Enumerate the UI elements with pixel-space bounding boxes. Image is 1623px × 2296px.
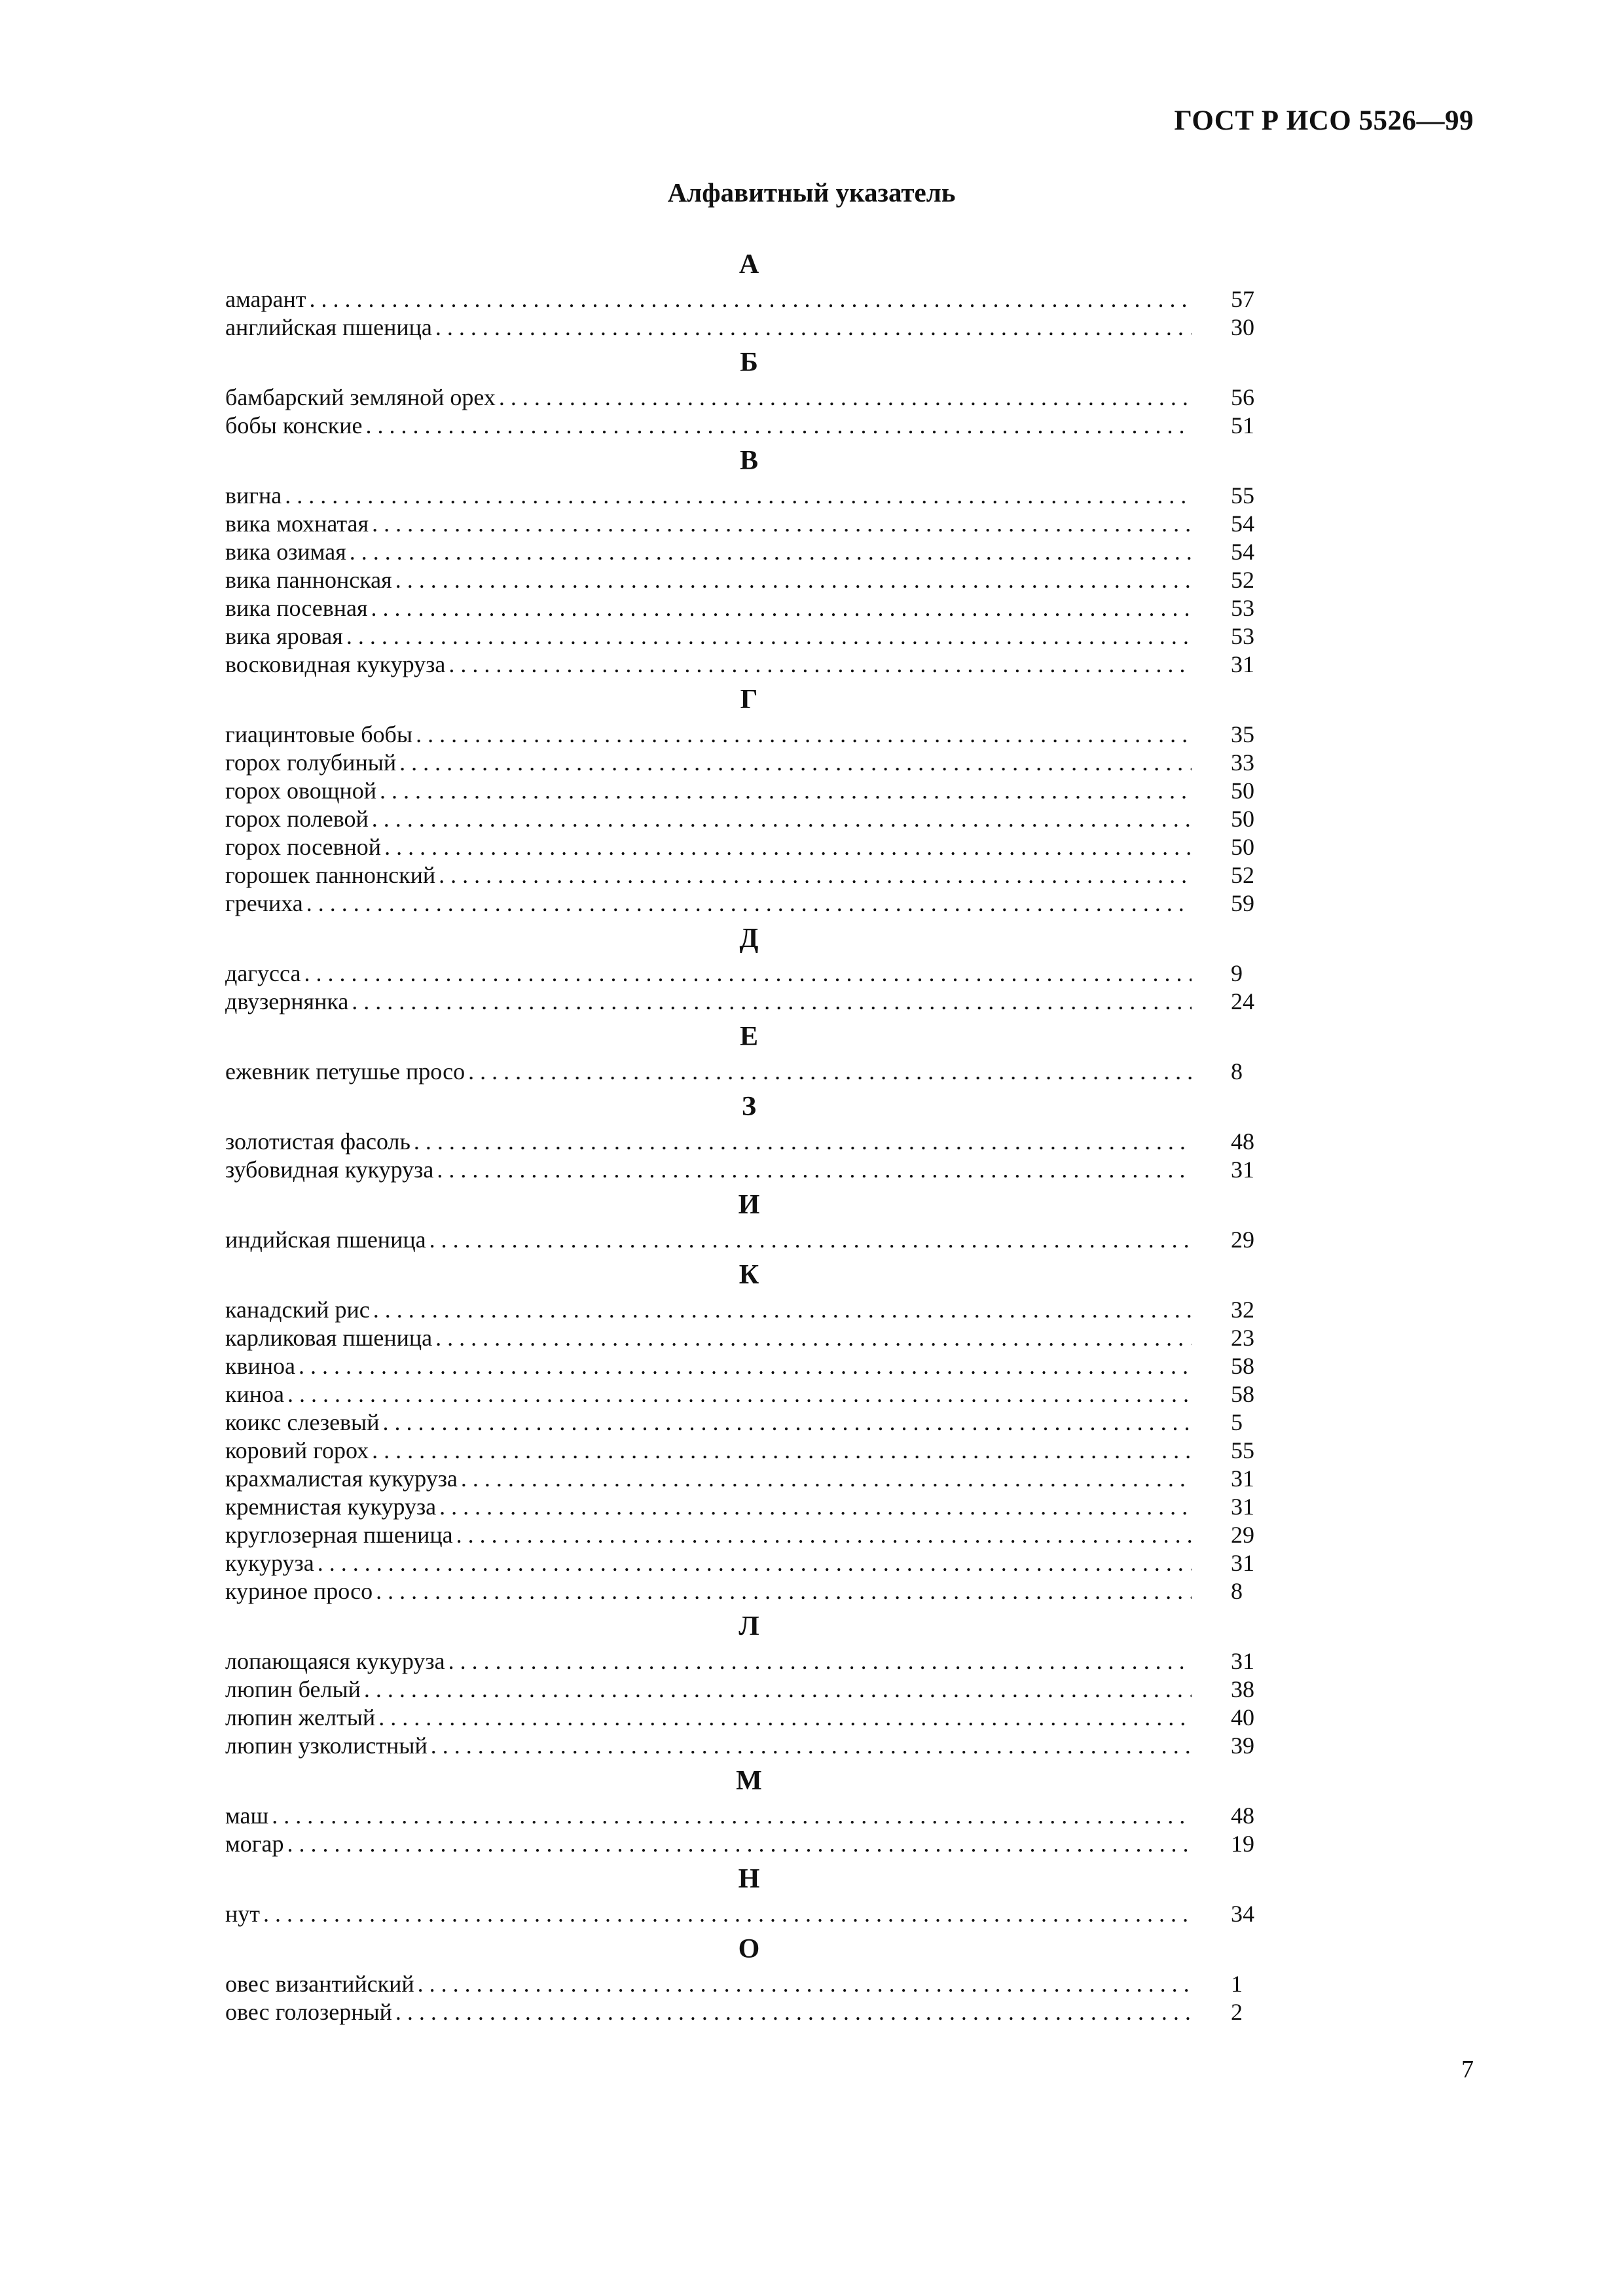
dot-leader <box>496 384 1192 412</box>
entry-page-ref: 29 <box>1231 1227 1254 1253</box>
entry-term: гиацинтовые бобы <box>225 721 413 747</box>
entry-term: вика яровая <box>225 623 343 649</box>
entry-page-ref: 55 <box>1231 1437 1254 1463</box>
dot-leader <box>284 1830 1192 1858</box>
section-letter: М <box>736 1766 762 1796</box>
entry-page-ref: 2 <box>1231 1999 1243 2025</box>
index-entry <box>225 1493 1266 1521</box>
index-title: Алфавитный указатель <box>667 177 956 207</box>
dot-leader <box>361 1676 1192 1704</box>
index-entry <box>225 538 1266 566</box>
index-entry <box>225 314 1266 342</box>
dot-leader <box>370 1296 1192 1324</box>
index-entry <box>225 1521 1266 1549</box>
entry-page-ref: 58 <box>1231 1353 1254 1379</box>
dot-leader <box>433 1156 1192 1184</box>
index-entry <box>225 594 1266 622</box>
entry-page-ref: 33 <box>1231 749 1254 776</box>
entry-term: бамбарский земляной орех <box>225 384 496 410</box>
dot-leader <box>282 482 1192 510</box>
entry-term: вика озимая <box>225 539 346 565</box>
index-entry <box>225 1408 1266 1437</box>
index-entry <box>225 1058 1266 1086</box>
index-entry <box>225 1998 1266 2026</box>
entry-page-ref: 30 <box>1231 314 1254 340</box>
index-entry <box>225 805 1266 833</box>
entry-term: квиноа <box>225 1353 295 1379</box>
dot-leader <box>412 721 1192 749</box>
entry-term: куриное просо <box>225 1578 373 1604</box>
entry-term: маш <box>225 1803 269 1829</box>
index-entry <box>225 651 1266 679</box>
entry-term: вика паннонская <box>225 567 392 593</box>
entry-page-ref: 58 <box>1231 1381 1254 1407</box>
entry-term: коровий горох <box>225 1437 369 1463</box>
entry-page-ref: 38 <box>1231 1676 1254 1702</box>
entry-term: зубовидная кукуруза <box>225 1157 434 1183</box>
entry-page-ref: 52 <box>1231 567 1254 593</box>
index-entry <box>225 1226 1266 1254</box>
entry-term: люпин узколистный <box>225 1732 428 1759</box>
entry-term: амарант <box>225 286 306 312</box>
entry-page-ref: 59 <box>1231 890 1254 916</box>
index-entry <box>225 749 1266 777</box>
dot-leader <box>314 1549 1192 1577</box>
dot-leader <box>453 1521 1192 1549</box>
entry-term: горох голубиный <box>225 749 397 776</box>
entry-page-ref: 23 <box>1231 1325 1254 1351</box>
entry-page-ref: 31 <box>1231 1550 1254 1576</box>
entry-page-ref: 51 <box>1231 412 1254 439</box>
dot-leader <box>432 314 1192 342</box>
entry-term: люпин желтый <box>225 1704 376 1731</box>
entry-page-ref: 52 <box>1231 862 1254 888</box>
entry-term: вика посевная <box>225 595 368 621</box>
page-number: 7 <box>1461 2056 1474 2083</box>
entry-page-ref: 50 <box>1231 778 1254 804</box>
entry-page-ref: 8 <box>1231 1578 1243 1604</box>
entry-page-ref: 24 <box>1231 988 1254 1014</box>
section-letter: Г <box>740 685 758 715</box>
entry-page-ref: 29 <box>1231 1522 1254 1548</box>
alphabetical-index <box>225 243 1266 2026</box>
entry-page-ref: 53 <box>1231 623 1254 649</box>
dot-leader <box>435 861 1192 889</box>
entry-page-ref: 19 <box>1231 1831 1254 1857</box>
dot-leader <box>410 1128 1192 1156</box>
entry-page-ref: 39 <box>1231 1732 1254 1759</box>
dot-leader <box>346 538 1192 566</box>
dot-leader <box>369 510 1192 538</box>
index-entry <box>225 1802 1266 1830</box>
entry-term: горошек паннонский <box>225 862 436 888</box>
index-section <box>225 243 1266 342</box>
index-entry <box>225 1156 1266 1184</box>
entry-term: канадский рис <box>225 1297 370 1323</box>
entry-term: могар <box>225 1831 284 1857</box>
index-entry <box>225 960 1266 988</box>
entry-page-ref: 31 <box>1231 1157 1254 1183</box>
index-entry <box>225 721 1266 749</box>
dot-leader <box>268 1802 1192 1830</box>
section-letter: Д <box>739 924 759 954</box>
index-entry <box>225 988 1266 1016</box>
index-section <box>225 918 1266 1016</box>
dot-leader <box>362 412 1192 440</box>
index-section <box>225 1858 1266 1928</box>
index-entry <box>225 1900 1266 1928</box>
index-section <box>225 679 1266 918</box>
entry-term: бобы конские <box>225 412 363 439</box>
entry-term: золотистая фасоль <box>225 1128 410 1155</box>
index-entry <box>225 510 1266 538</box>
entry-term: индийская пшеница <box>225 1227 426 1253</box>
index-entry <box>225 1970 1266 1998</box>
entry-term: гречиха <box>225 890 303 916</box>
index-entry <box>225 482 1266 510</box>
dot-leader <box>414 1970 1192 1998</box>
section-letter: К <box>739 1260 759 1290</box>
dot-leader <box>369 1437 1192 1465</box>
entry-term: круглозерная пшеница <box>225 1522 453 1548</box>
index-entry <box>225 1437 1266 1465</box>
index-entry <box>225 1465 1266 1493</box>
dot-leader <box>301 960 1192 988</box>
section-letter: В <box>739 446 758 476</box>
index-entry <box>225 833 1266 861</box>
index-section <box>225 1086 1266 1184</box>
entry-page-ref: 5 <box>1231 1409 1243 1435</box>
entry-term: вигна <box>225 482 282 509</box>
entry-term: дагусса <box>225 960 301 986</box>
dot-leader <box>426 1226 1192 1254</box>
entry-page-ref: 35 <box>1231 721 1254 747</box>
section-letter: Н <box>738 1864 760 1894</box>
entry-page-ref: 40 <box>1231 1704 1254 1731</box>
dot-leader <box>348 988 1192 1016</box>
index-entry <box>225 861 1266 889</box>
index-entry <box>225 1830 1266 1858</box>
entry-term: вика мохнатая <box>225 511 369 537</box>
entry-page-ref: 48 <box>1231 1803 1254 1829</box>
dot-leader <box>380 1408 1192 1437</box>
index-entry <box>225 777 1266 805</box>
index-entry <box>225 1704 1266 1732</box>
dot-leader <box>432 1324 1192 1352</box>
entry-term: горох полевой <box>225 806 369 832</box>
entry-term: люпин белый <box>225 1676 361 1702</box>
entry-page-ref: 32 <box>1231 1297 1254 1323</box>
index-entry <box>225 1577 1266 1605</box>
dot-leader <box>368 594 1192 622</box>
section-letter: З <box>741 1092 757 1122</box>
section-letter: А <box>739 249 759 279</box>
index-section <box>225 1016 1266 1086</box>
entry-page-ref: 31 <box>1231 1648 1254 1674</box>
entry-term: карликовая пшеница <box>225 1325 433 1351</box>
entry-term: кукуруза <box>225 1550 314 1576</box>
entry-page-ref: 54 <box>1231 511 1254 537</box>
entry-page-ref: 50 <box>1231 834 1254 860</box>
index-entry <box>225 1676 1266 1704</box>
entry-term: овес голозерный <box>225 1999 392 2025</box>
entry-page-ref: 48 <box>1231 1128 1254 1155</box>
dot-leader <box>376 777 1192 805</box>
entry-page-ref: 31 <box>1231 1494 1254 1520</box>
entry-page-ref: 53 <box>1231 595 1254 621</box>
entry-term: ежевник петушье просо <box>225 1058 465 1085</box>
dot-leader <box>396 749 1192 777</box>
index-entry <box>225 1324 1266 1352</box>
entry-term: овес византийский <box>225 1971 414 1997</box>
entry-term: двузернянка <box>225 988 349 1014</box>
entry-page-ref: 50 <box>1231 806 1254 832</box>
dot-leader <box>373 1577 1192 1605</box>
dot-leader <box>343 622 1192 651</box>
dot-leader <box>295 1352 1192 1380</box>
index-section <box>225 1760 1266 1858</box>
index-entry <box>225 1380 1266 1408</box>
entry-page-ref: 34 <box>1231 1901 1254 1927</box>
dot-leader <box>381 833 1192 861</box>
section-letter: Б <box>740 348 758 378</box>
entry-term: лопающаяся кукуруза <box>225 1648 445 1674</box>
dot-leader <box>392 566 1192 594</box>
entry-page-ref: 8 <box>1231 1058 1243 1085</box>
dot-leader <box>306 285 1192 314</box>
entry-term: кремнистая кукуруза <box>225 1494 437 1520</box>
entry-page-ref: 55 <box>1231 482 1254 509</box>
index-entry <box>225 285 1266 314</box>
index-entry <box>225 1128 1266 1156</box>
entry-page-ref: 31 <box>1231 1465 1254 1492</box>
index-entry <box>225 1352 1266 1380</box>
dot-leader <box>436 1493 1192 1521</box>
entry-term: горох овощной <box>225 778 376 804</box>
section-letter: Л <box>739 1611 759 1641</box>
dot-leader <box>465 1058 1192 1086</box>
dot-leader <box>392 1998 1192 2026</box>
index-section <box>225 440 1266 679</box>
index-section <box>225 1928 1266 2026</box>
index-entry <box>225 1296 1266 1324</box>
entry-page-ref: 9 <box>1231 960 1243 986</box>
dot-leader <box>260 1900 1192 1928</box>
dot-leader <box>375 1704 1192 1732</box>
section-letter: Е <box>739 1022 758 1052</box>
entry-page-ref: 1 <box>1231 1971 1243 1997</box>
index-entry <box>225 889 1266 918</box>
index-entry <box>225 384 1266 412</box>
dot-leader <box>369 805 1192 833</box>
index-section <box>225 1254 1266 1605</box>
index-entry <box>225 566 1266 594</box>
entry-term: нут <box>225 1901 260 1927</box>
index-section <box>225 1605 1266 1760</box>
index-entry <box>225 1647 1266 1676</box>
dot-leader <box>445 651 1192 679</box>
dot-leader <box>428 1732 1192 1760</box>
index-section <box>225 342 1266 440</box>
dot-leader <box>458 1465 1192 1493</box>
dot-leader <box>284 1380 1192 1408</box>
entry-term: горох посевной <box>225 834 382 860</box>
entry-term: киноа <box>225 1381 284 1407</box>
dot-leader <box>303 889 1192 918</box>
index-section <box>225 1184 1266 1254</box>
entry-page-ref: 54 <box>1231 539 1254 565</box>
document-standard-header: ГОСТ Р ИСО 5526—99 <box>1174 105 1474 136</box>
entry-page-ref: 31 <box>1231 651 1254 677</box>
section-letter: О <box>738 1934 760 1964</box>
index-entry <box>225 622 1266 651</box>
entry-term: восковидная кукуруза <box>225 651 446 677</box>
entry-term: коикс слезевый <box>225 1409 380 1435</box>
index-entry <box>225 412 1266 440</box>
index-entry <box>225 1732 1266 1760</box>
entry-page-ref: 56 <box>1231 384 1254 410</box>
section-letter: И <box>738 1190 760 1220</box>
entry-page-ref: 57 <box>1231 286 1254 312</box>
entry-term: крахмалистая кукуруза <box>225 1465 458 1492</box>
dot-leader <box>445 1647 1192 1676</box>
entry-term: английская пшеница <box>225 314 432 340</box>
index-entry <box>225 1549 1266 1577</box>
